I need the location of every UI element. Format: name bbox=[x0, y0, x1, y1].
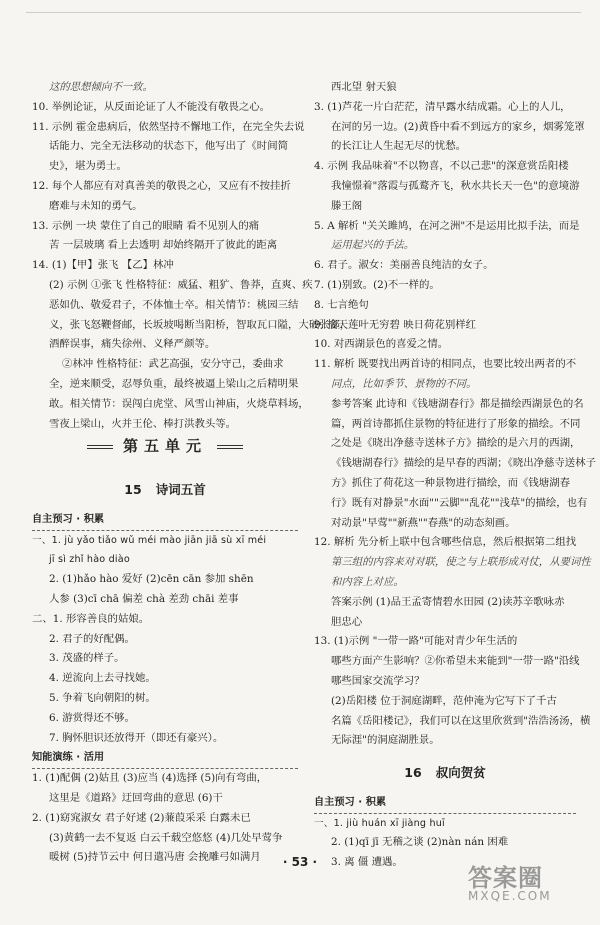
section-header-practice: 知能演练 · 活用 bbox=[32, 748, 298, 769]
answer-line: 这的思想倾向不一致。 bbox=[49, 81, 153, 93]
answer-line: 在河的另一边。(2)黄昏中看不到远方的家乡，烟雾笼罩 bbox=[331, 120, 585, 133]
lesson-title: 叔向贺贫 bbox=[435, 765, 486, 781]
unit-rule-right bbox=[217, 445, 243, 449]
answer-line: 13. 示例 一块 蒙住了自己的眼睛 看不见别人的痛 bbox=[32, 219, 260, 232]
answer-line: 方》抓住了荷花这一种景物进行描绘，而《钱塘湖春 bbox=[331, 476, 570, 489]
answer-line: (2)岳阳楼 位于洞庭湖畔，范仲淹为它写下了千古 bbox=[331, 694, 557, 707]
watermark-logo: 答案圈 bbox=[468, 864, 543, 892]
answer-line: 全，逆来顺受，忍辱负重，最终被逼上梁山之后精明果 bbox=[49, 377, 299, 390]
page-number: · 53 · bbox=[282, 855, 318, 869]
watermark-url: MXQE.COM bbox=[468, 889, 552, 903]
answer-line: 3. (1)芦花一片白茫茫，清早露水结成霜。心上的人儿， bbox=[314, 100, 571, 113]
section-header-preview: 自主预习 · 积累 bbox=[314, 793, 576, 814]
answer-line: 2. (1)窈窕淑女 君子好逑 (2)蒹葭采采 白露未已 bbox=[32, 811, 251, 824]
answer-line: 暖树 (5)持节云中 何日遣冯唐 会挽雕弓如满月 bbox=[49, 851, 261, 864]
answer-line: 6. 君子。淑女：美丽善良纯洁的女子。 bbox=[314, 259, 494, 272]
unit-heading bbox=[32, 435, 298, 456]
answer-line: 哪些方面产生影响？②你希望未来能到"一带一路"沿线 bbox=[331, 655, 580, 668]
preview-answers bbox=[32, 531, 298, 749]
answer-line: 14. (1)【甲】张飞 【乙】林冲 bbox=[32, 259, 174, 272]
answer-line: 2. (1)qī jī 无稽之谈 (2)nàn nán 困难 bbox=[331, 836, 509, 849]
answer-line: 篇，两首诗都抓住景物的特征进行了形象的描绘。不同 bbox=[331, 417, 581, 430]
answer-line: 5. 争着飞向朝阳的树。 bbox=[49, 691, 156, 704]
answer-line: 同点，比如季节、景物的不同。 bbox=[331, 377, 477, 390]
answer-line: 二、1. 形容善良的姑娘。 bbox=[32, 612, 150, 625]
right-column bbox=[314, 78, 596, 873]
unit-title: 第五单元 bbox=[122, 437, 207, 455]
answer-line: 第三组的内容来对对联，使之与上联形成对仗，从要词性 bbox=[331, 556, 591, 569]
answer-line: 一、1. jù yǎo tiǎo wǔ méi mào jiān jiā sù xī méi bbox=[32, 534, 267, 546]
answer-line: 11. 解析 既要找出两首诗的相同点，也要比较出两者的不 bbox=[314, 358, 577, 371]
answer-line: 雪夜上梁山，火并王伦、棒打洪教头等。 bbox=[49, 417, 237, 430]
answer-line: 义，张飞怒鞭督邮，长坂坡喝断当阳桥，智取瓦口隘，大破张郃， bbox=[49, 318, 351, 331]
answer-line: 无际涯"的洞庭湖胜景。 bbox=[331, 734, 440, 747]
unit-rule-left bbox=[87, 445, 113, 449]
answer-line: (2) 示例 ①张飞 性格特征：威猛、粗犷、鲁莽，直爽、疾 bbox=[49, 278, 313, 291]
answer-line: 3. 离 僵 遭遇。 bbox=[331, 856, 403, 869]
lesson-number: 15 bbox=[124, 482, 142, 497]
answer-line: 对动景"早莺""新燕""春燕"的动态刻画。 bbox=[331, 516, 516, 529]
answer-line: 10. 举例论证，从反面论证了人不能没有敬畏之心。 bbox=[32, 100, 271, 113]
top-rule bbox=[26, 12, 581, 13]
answer-line: 我憧憬着"落霞与孤鹜齐飞，秋水共长天一色"的意境游 bbox=[331, 179, 580, 192]
answer-line: jī sì zhǐ hào diào bbox=[49, 554, 130, 566]
answer-line: 一、1. jiù huán xī jiàng huī bbox=[314, 817, 445, 829]
answer-line: 磨难与未知的勇气。 bbox=[49, 199, 143, 212]
answer-line: 哪些国家交流学习？ bbox=[331, 674, 425, 687]
answer-line: ②林冲 性格特征：武艺高强，安分守己，委曲求 bbox=[62, 358, 284, 371]
answer-line: 《钱塘湖春行》描绘的是早春的西湖；《晓出净慈寺送林子 bbox=[331, 457, 596, 470]
answer-line: 1. (1)配偶 (2)姑且 (3)应当 (4)选择 (5)向有弯曲， bbox=[32, 772, 268, 785]
lesson-16-heading bbox=[314, 763, 576, 783]
answer-line: 之处是《晓出净慈寺送林子方》描绘的是六月的西湖， bbox=[331, 437, 581, 450]
answer-line: 史》，堪为勇士。 bbox=[49, 160, 127, 173]
lesson-number: 16 bbox=[404, 765, 422, 781]
answer-line: 行》既有对静景"水面""云脚""乱花""浅草"的描绘，也有 bbox=[331, 496, 588, 509]
right-answers-block bbox=[314, 78, 596, 751]
answer-line: 12. 每个人都应有对真善美的敬畏之心，又应有不按挂折 bbox=[32, 179, 291, 192]
answer-line: 酒醉误事，痛失徐州、义释严颜等。 bbox=[49, 338, 216, 351]
answer-line: 7. 胸怀胆识还放得开（即还有豪兴）。 bbox=[49, 731, 224, 744]
answer-line: (3)黄鹤一去不复返 白云千载空悠悠 (4)几处早莺争 bbox=[49, 831, 283, 844]
answer-line: 11. 示例 霍金患病后，依然坚持不懈地工作，在完全失去说 bbox=[32, 120, 305, 133]
answer-line: 5. A 解析 "关关雎鸠，在河之洲"不是运用比拟手法，而是 bbox=[314, 219, 580, 232]
answer-line: 答案示例 (1)品王孟寄情碧水田园 (2)读苏辛歌咏赤 bbox=[331, 595, 565, 608]
answer-line: 8. 七言绝句 bbox=[314, 298, 369, 311]
site-watermark bbox=[468, 858, 586, 916]
answer-line: 滕王阁 bbox=[331, 199, 363, 212]
answer-line: 13. (1)示例 "一带一路"可能对青少年生活的 bbox=[314, 635, 518, 648]
answer-line: 参考答案 此诗和《钱塘湖春行》都是描绘西湖景色的名 bbox=[331, 397, 584, 410]
answer-line: 2. (1)hǎo hào 爱好 (2)cēn cān 参加 shēn bbox=[49, 573, 254, 586]
answer-line: 3. 茂盛的样子。 bbox=[49, 652, 125, 665]
answer-line: 7. (1)别致。(2)不一样的。 bbox=[314, 278, 440, 291]
answer-line: 胆忠心 bbox=[331, 615, 363, 628]
answer-line: 12. 解析 先分析上联中包含哪些信息，然后根据第二组找 bbox=[314, 536, 577, 549]
practice-answers bbox=[32, 769, 298, 868]
answer-line: 4. 逆流向上去寻找她。 bbox=[49, 672, 156, 685]
section-header-preview: 自主预习 · 积累 bbox=[32, 510, 298, 531]
answer-line: 10. 对西湖景色的喜爱之情。 bbox=[314, 338, 449, 351]
answer-line: 苦 一层玻璃 看上去透明 却始终隔开了彼此的距离 bbox=[49, 239, 278, 252]
answer-line: 敢。相关情节：误闯白虎堂、风雪山神庙，火烧草料场， bbox=[49, 397, 309, 410]
answer-line: 运用起兴的手法。 bbox=[331, 239, 415, 252]
left-column-lower bbox=[32, 480, 298, 868]
answer-line: 名篇《岳阳楼记》，我们可以在这里欣赏到"浩浩汤汤，横 bbox=[331, 714, 591, 727]
answer-line: 9. 接天莲叶无穷碧 映日荷花别样红 bbox=[314, 318, 476, 331]
lesson-title: 诗词五首 bbox=[155, 482, 206, 497]
answer-line: 和内容上对应。 bbox=[331, 575, 404, 588]
answer-line: 人参 (3)cī chā 偏差 chà 差劲 chāi 差事 bbox=[49, 592, 239, 605]
lesson-15-heading bbox=[32, 480, 298, 500]
answer-line: 6. 游赏得还不够。 bbox=[49, 711, 135, 724]
answer-line: 话能力、完全无法移动的状态下，他写出了《时间简 bbox=[49, 140, 288, 153]
answer-line: 4. 示例 我品味着"不以物喜，不以己悲"的深意赏岳阳楼 bbox=[314, 160, 569, 173]
answer-line: 恶如仇、敬爱君子，不体恤士卒。相关情节：桃园三结 bbox=[49, 298, 299, 311]
answer-line: 西北望 射天狼 bbox=[331, 81, 397, 93]
answer-line: 这里是《道路》迂回弯曲的意思 (6)干 bbox=[49, 791, 223, 804]
answer-line: 的长江让人生起无尽的忧愁。 bbox=[331, 140, 467, 153]
answer-line: 2. 君子的好配偶。 bbox=[49, 632, 135, 645]
